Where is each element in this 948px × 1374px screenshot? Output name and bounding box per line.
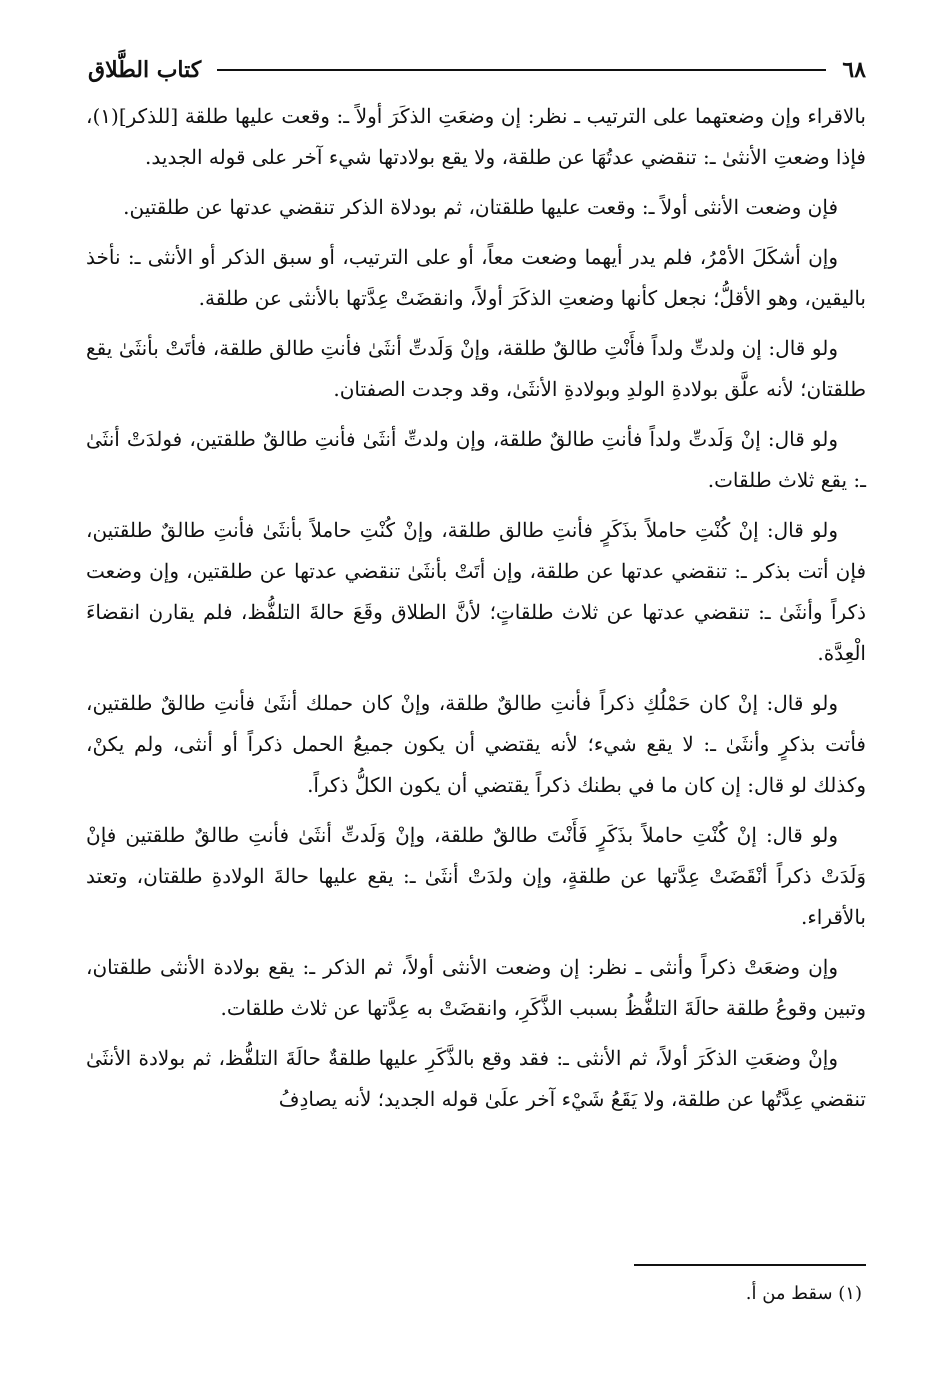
body-text <box>86 96 866 1129</box>
page-number: ٦٨ <box>842 57 866 83</box>
running-header <box>88 52 866 88</box>
book-title: كتاب الطَّلاق <box>88 57 202 83</box>
footnote-rule <box>634 1264 866 1266</box>
paragraph: ولو قال: إنْ كُنْتِ حاملاً بذَكَرٍ فأنتِ طالق طلقة، وإنْ كُنْتِ حاملاً بأنثَىٰ فأنتِ طالقٌ طلقتين، فإن أتت بذكر ـ: تنقضي عدتها عن طلقة، وإن أتَتْ بأنثَىٰ تنقضي عدتها عن طلقتين، وإن وضعت ذكراً وأنثَىٰ ـ: تنقضي عدتها عن ثلاث طلقاتٍ؛ لأنَّ الطلاق وقَعَ حالةَ التلفُّظ، فلم يقارن انقضاءَ الْعِدَّة. <box>86 518 866 665</box>
footnote: (١) سقط من أ. <box>745 1283 862 1304</box>
header-rule <box>217 69 826 71</box>
paragraph: وإنْ وضعَتِ الذكَرَ أولاً، ثم الأنثى ـ: فقد وقع بالذَّكَرِ عليها طلقةٌ حالَةَ التلفُّظ، ثم بولادة الأنثَىٰ تنقضي عِدَّتُها عن طلقة، ولا يَقَعُ شَيْء آخر علَىٰ قوله الجديد؛ لأنه يصادِفُ <box>86 1046 866 1111</box>
paragraph: ولو قال: إنْ كُنْتِ حاملاً بذَكَرٍ فَأَنْتَ طالقٌ طلقة، وإنْ وَلَدتِّ أنثَىٰ فأنتِ طالقٌ طلقتين فإنْ وَلَدَتْ ذكراً أنْقَضَتْ عِدَّتها عن طلقةٍ، وإن ولدَتْ أنثَىٰ ـ: يقع عليها حالةَ الولادةِ طلقتان، وتعتد بالأقراء. <box>86 823 866 929</box>
paragraph: بالاقراء وإن وضعتهما على الترتيب ـ نظر: إن وضعَتِ الذكَرَ أولاً ـ: وقعت عليها طلقة [للذكر](١)، فإذا وضعتِ الأنثىٰ ـ: تنقضي عدتُهَا عن طلقة، ولا يقع بولادتها شيء آخر على قوله الجديد. <box>86 104 866 169</box>
paragraph: ولو قال: إن ولدتِّ ولداً فأَنْتِ طالقٌ طلقة، وإنْ وَلَدتِّ أنثَىٰ فأنتِ طالق طلقة، فأتَتْ بأنثَىٰ يقع طلقتان؛ لأنه علَّق بولادةِ الولدِ وبولادةِ الأنثَىٰ، وقد وجدت الصفتان. <box>86 336 866 401</box>
paragraph: وإن وضعَتْ ذكراً وأنثى ـ نظر: إن وضعت الأنثى أولاً، ثم الذكر ـ: يقع بولادة الأنثى طلقتان، وتبين وقوعُ طلقة حالَةَ التلفُّظُ بسبب الذَّكَرِ، وانقضَتْ به عِدَّتها عن ثلاث طلقات. <box>86 955 866 1020</box>
paragraph: فإن وضعت الأنثى أولاً ـ: وقعت عليها طلقتان، ثم بودلاة الذكر تنقضي عدتها عن طلقتين. <box>123 195 838 219</box>
paragraph: ولو قال: إنْ وَلَدتِّ ولداً فأنتِ طالقٌ طلقة، وإن ولدتِّ أنثَىٰ فأنتِ طالقٌ طلقتين، فولدَتْ أنثَىٰ ـ: يقع ثلاث طلقات. <box>86 427 866 492</box>
paragraph: وإن أشكَلَ الأمْرُ، فلم يدر أيهما وضعت معاً، أو على الترتيب، أو سبق الذكر أو الأنثى ـ: نأخذ باليقين، وهو الأقلُّ؛ نجعل كأنها وضعتِ الذكَرَ أولاً، وانقضَتْ عِدَّتها بالأنثى عن طلقة. <box>86 245 866 310</box>
paragraph: ولو قال: إنْ كان حَمْلُكِ ذكراً فأنتِ طالقٌ طلقة، وإنْ كان حملك أنثَىٰ فأنتِ طالقٌ طلقتين، فأتت بذكرٍ وأنثَىٰ ـ: لا يقع شيء؛ لأنه يقتضي أن يكون جميعُ الحمل ذكراً أو أنثى، ولم يكنْ، وكذلك لو قال: إن كان ما في بطنك ذكراً يقتضي أن يكون الكلُّ ذكراً. <box>86 691 866 797</box>
